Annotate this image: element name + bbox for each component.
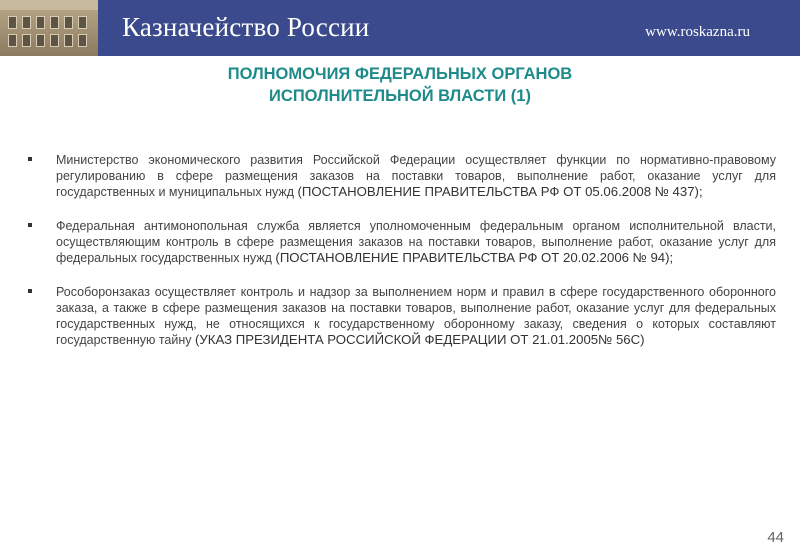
item-text: Министерство экономического развития Российской Федерации осуществляет функции по нормативно-правовому регулированию в сфере размещения заказов на поставки товаров, выполнение работ, оказание услуг для государственных и муниципальных нужд (56, 153, 776, 199)
building-logo-icon (0, 0, 98, 56)
header-bar (0, 0, 800, 56)
square-bullet-icon (28, 223, 32, 227)
item-reference: (ПОСТАНОВЛЕНИЕ ПРАВИТЕЛЬСТВА РФ ОТ 20.02.2006 № 94); (275, 250, 674, 265)
list-item (28, 284, 776, 348)
page-number: 44 (767, 529, 784, 546)
title-line-1: ПОЛНОМОЧИЯ ФЕДЕРАЛЬНЫХ ОРГАНОВ (227, 65, 573, 83)
item-text: Федеральная антимонопольная служба является уполномоченным федеральным органом исполнительной власти, осуществляющим контроль в сфере размещения заказов на поставки товаров, выполнение работ, оказание услуг для федеральных государственных нужд (56, 219, 776, 265)
item-text: Рособоронзаказ осуществляет контроль и надзор за выполнением норм и правил в сфере государственного оборонного заказа, а также в сфере размещения заказов на поставки товаров, выполнение работ, оказание услуг для федеральных государственных нужд, не относящихся к государственному оборонному заказу, сведения о которых составляют государственную тайну (56, 285, 776, 347)
list-item (28, 218, 776, 266)
brand-title: Казначейство России (122, 12, 370, 42)
item-reference: (УКАЗ ПРЕЗИДЕНТА РОССИЙСКОЙ ФЕДЕРАЦИИ ОТ 21.01.2005№ 56С) (195, 332, 645, 347)
site-url: www.roskazna.ru (645, 24, 750, 40)
title-line-2: ИСПОЛНИТЕЛЬНОЙ ВЛАСТИ (1) (269, 87, 531, 105)
slide-title (0, 63, 800, 107)
item-reference: (ПОСТАНОВЛЕНИЕ ПРАВИТЕЛЬСТВА РФ ОТ 05.06.2008 № 437); (297, 184, 703, 199)
square-bullet-icon (28, 289, 32, 293)
square-bullet-icon (28, 157, 32, 161)
bullet-list (28, 152, 776, 366)
list-item (28, 152, 776, 200)
